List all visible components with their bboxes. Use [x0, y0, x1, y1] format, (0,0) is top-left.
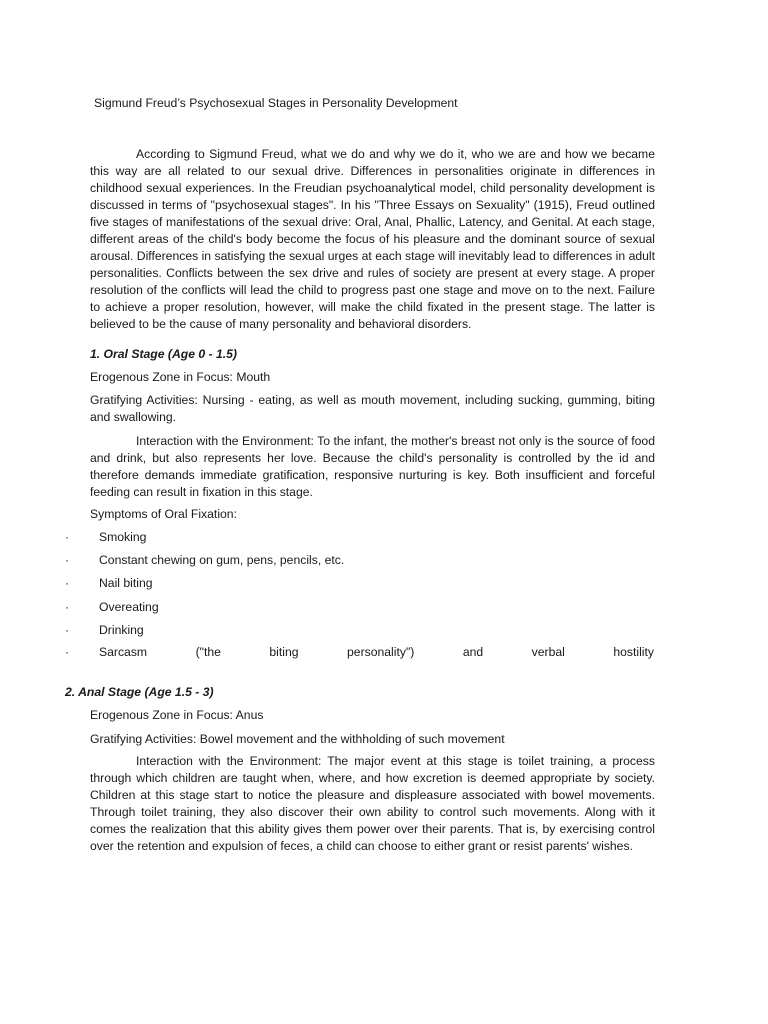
bullet-icon: ·: [65, 623, 70, 637]
oral-stage-heading: 1. Oral Stage (Age 0 - 1.5): [90, 347, 237, 361]
symptom-text: Smoking: [99, 530, 147, 544]
symptom-text-justified: [99, 644, 654, 661]
document-title: Sigmund Freud’s Psychosexual Stages in Personality Development: [94, 96, 458, 110]
symptom-word: ("the: [195, 645, 221, 659]
oral-gratifying-activities: Gratifying Activities: Nursing - eating, as well as mouth movement, including sucking, gumming, biting and swallowing.: [90, 393, 655, 424]
symptom-text: Overeating: [99, 600, 159, 614]
symptom-word: personality"): [347, 645, 415, 659]
symptom-text: Nail biting: [99, 576, 153, 590]
symptom-text: Constant chewing on gum, pens, pencils, etc.: [99, 553, 345, 567]
anal-interaction-paragraph: Interaction with the Environment: The major event at this stage is toilet training, a process through which children are taught when, where, and how excretion is deemed appropriate by society. Children at this stage start to notice the pleasure and displeasure associated with bowel movements. Through toilet training, they also discover their own ability to control such movements. Along with it comes the realization that this ability gives them power over their parents. That is, by exercising control over the retention and expulsion of feces, a child can choose to either grant or resist parents' wishes.: [90, 754, 655, 853]
symptom-text: Drinking: [99, 623, 144, 637]
list-item: [0, 599, 768, 616]
list-item: [0, 529, 768, 546]
list-item: [0, 575, 768, 592]
oral-interaction-paragraph: Interaction with the Environment: To the infant, the mother's breast not only is the source of food and drink, but also represents her love. Because the child's personality is controlled by the id and therefore demands immediate gratification, responsive nurturing is key. Both insufficient and forceful feeding can result in fixation in this stage.: [90, 434, 655, 499]
symptom-word: Sarcasm: [99, 645, 148, 659]
list-item: [0, 552, 768, 569]
oral-symptoms-label: Symptoms of Oral Fixation:: [90, 507, 237, 521]
bullet-icon: ·: [65, 553, 70, 567]
symptom-word: and: [462, 645, 484, 659]
list-item: [0, 644, 768, 661]
oral-erogenous-zone: Erogenous Zone in Focus: Mouth: [90, 370, 271, 384]
bullet-icon: ·: [65, 576, 70, 590]
symptom-word: biting: [269, 645, 299, 659]
anal-gratifying-activities: Gratifying Activities: Bowel movement and the withholding of such movement: [90, 732, 505, 746]
intro-paragraph: According to Sigmund Freud, what we do and why we do it, who we are and how we became this way are all related to our sexual drive. Differences in personalities originate in differences in childhood sexual experiences. In the Freudian psychoanalytical model, child personality development is discussed in terms of "psychosexual stages". In his "Three Essays on Sexuality" (1915), Freud outlined five stages of manifestations of the sexual drive: Oral, Anal, Phallic, Latency, and Genital. At each stage, different areas of the child's body become the focus of his pleasure and the dominant source of sexual arousal. Differences in satisfying the sexual urges at each stage will inevitably lead to differences in adult personalities. Conflicts between the sex drive and rules of society are present at every stage. A proper resolution of the conflicts will lead the child to progress past one stage and move on to the next. Failure to achieve a proper resolution, however, will make the child fixated in the present stage. The latter is believed to be the cause of many personality and behavioral disorders.: [90, 147, 655, 331]
anal-stage-heading: 2. Anal Stage (Age 1.5 - 3): [65, 685, 214, 699]
bullet-icon: ·: [65, 530, 70, 544]
bullet-icon: ·: [65, 600, 70, 614]
symptom-word: verbal: [531, 645, 565, 659]
list-item: [0, 622, 768, 639]
symptom-word: hostility: [613, 645, 654, 659]
anal-erogenous-zone: Erogenous Zone in Focus: Anus: [90, 708, 264, 722]
bullet-icon: ·: [65, 645, 70, 659]
